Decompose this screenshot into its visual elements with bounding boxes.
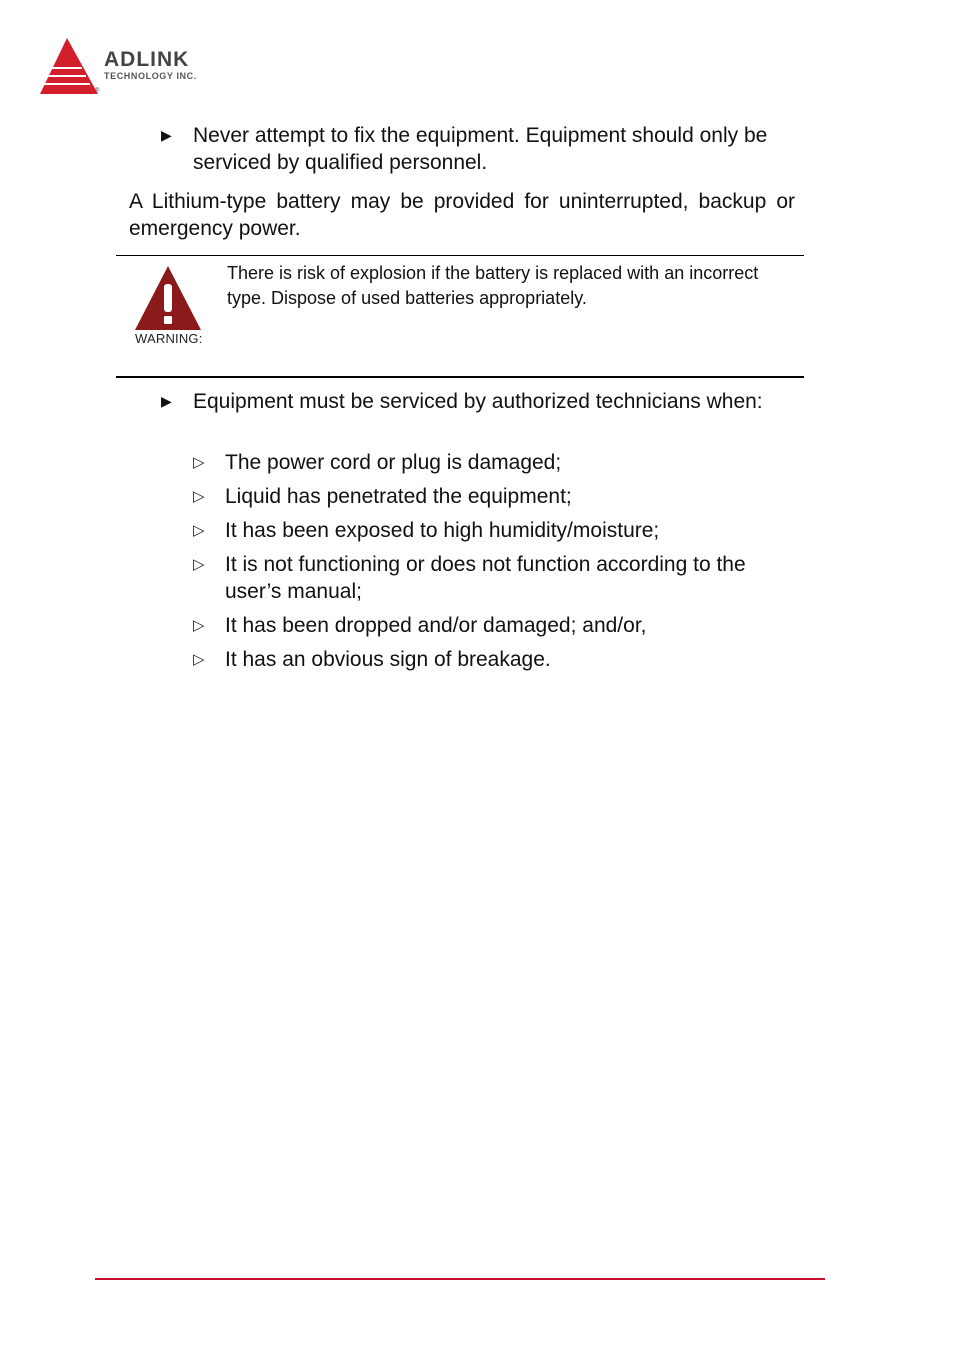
- warning-triangle-icon: [133, 264, 203, 332]
- adlink-logo: [38, 36, 238, 98]
- condition-text: Liquid has penetrated the equipment;: [225, 485, 572, 508]
- footer-rule: [95, 1278, 825, 1280]
- warning-icon-block: [133, 264, 203, 346]
- bullet-text: Equipment must be serviced by authorized technicians when:: [193, 390, 763, 413]
- hollow-triangle-bullet-icon: ▷: [193, 522, 205, 539]
- warning-text: There is risk of explosion if the battery is replaced with an incorrect type. Dispose of used batteries appropriately.: [227, 263, 759, 308]
- warning-top-rule: [116, 255, 804, 256]
- filled-triangle-bullet-icon: ▶: [161, 127, 172, 143]
- hollow-triangle-bullet-icon: ▷: [193, 556, 205, 573]
- brand-name: ADLINK: [104, 48, 190, 71]
- condition-text: The power cord or plug is damaged;: [225, 451, 562, 474]
- bullet-text: Never attempt to fix the equipment. Equipment should only be serviced by qualified personnel.: [193, 124, 768, 174]
- hollow-triangle-bullet-icon: ▷: [193, 488, 205, 505]
- condition-text: It has an obvious sign of breakage.: [225, 648, 551, 671]
- brand-subtitle: TECHNOLOGY INC.: [104, 71, 197, 81]
- filled-triangle-bullet-icon: ▶: [161, 393, 172, 409]
- hollow-triangle-bullet-icon: ▷: [193, 651, 205, 668]
- hollow-triangle-bullet-icon: ▷: [193, 454, 205, 471]
- battery-paragraph: A Lithium-type battery may be provided for uninterrupted, backup or emergency power.: [129, 190, 795, 240]
- hollow-triangle-bullet-icon: ▷: [193, 617, 205, 634]
- condition-text: It has been dropped and/or damaged; and/or,: [225, 614, 647, 637]
- condition-text: It has been exposed to high humidity/moisture;: [225, 519, 660, 542]
- warning-bottom-rule: [116, 376, 804, 378]
- condition-text: It is not functioning or does not function according to the user’s manual;: [225, 553, 746, 603]
- logo-triangle-icon: [38, 36, 102, 98]
- warning-label: WARNING:: [135, 331, 203, 346]
- brand-registered: ®: [95, 88, 100, 94]
